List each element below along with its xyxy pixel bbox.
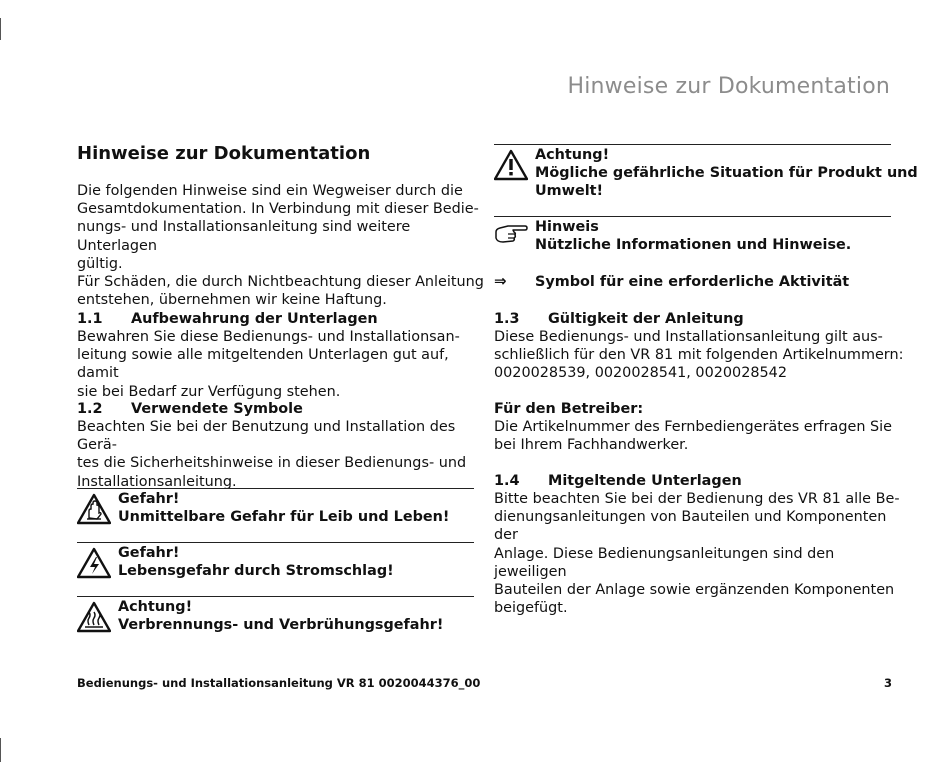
warning-text <box>118 544 394 580</box>
section-number: 1.3 <box>494 311 520 327</box>
warning-message: Unmittelbare Gefahr für Leib und Leben! <box>118 509 450 526</box>
warning-label: Achtung! <box>118 599 193 615</box>
section-1-2-heading <box>77 400 303 418</box>
caution-message-line-1: Mögliche gefährliche Situation für Produkt und <box>535 165 918 182</box>
section-title: Gültigkeit der Anleitung <box>548 311 744 327</box>
page-number: 3 <box>884 676 893 690</box>
exclamation-icon <box>494 149 528 181</box>
caution-message-line-2: Umwelt! <box>535 183 604 200</box>
danger-hand-icon <box>77 493 111 525</box>
section-1-2-body: Beachten Sie bei der Benutzung und Installation des Gerä- tes die Sicherheitshinweise in dieser Bedienungs- und Installationsanleitung. <box>77 419 467 490</box>
footer-document-id: Bedienungs- und Installationsanleitung VR 81 0020044376_00 <box>77 676 481 690</box>
section-1-4-body: Bitte beachten Sie bei der Bedienung des VR 81 alle Be- dienungsanleitungen von Bauteilen und Komponenten der Anlage. Diese Bedienungsanleitungen sind den jeweiligen Bauteilen der Anlage sowie ergänzenden Komponenten beigefügt. <box>494 491 900 617</box>
section-number: 1.4 <box>494 473 520 489</box>
section-1-3-body: Diese Bedienungs- und Installationsanleitung gilt aus- schließlich für den VR 81 mit folgenden Artikelnummern: 0020028539, 0020028541, 0020028542 <box>494 329 904 382</box>
section-number: 1.1 <box>77 311 103 327</box>
crop-mark-bottom <box>0 738 1 762</box>
warning-label: Gefahr! <box>118 491 180 507</box>
operator-body: Die Artikelnummer des Fernbediengerätes erfragen Sie bei Ihrem Fachhandwerker. <box>494 419 893 454</box>
section-1-1-heading <box>77 310 378 328</box>
hot-surface-icon <box>77 601 111 633</box>
note-message: Nützliche Informationen und Hinweise. <box>535 237 852 254</box>
section-number: 1.2 <box>77 401 103 417</box>
warning-text <box>118 598 443 634</box>
crop-mark-top <box>0 18 1 40</box>
section-1-1-body: Bewahren Sie diese Bedienungs- und Installationsan- leitung sowie alle mitgeltenden Unterlagen gut auf, damit sie bei Bedarf zur Verfügung stehen. <box>77 329 460 400</box>
section-1-3-heading <box>494 310 744 328</box>
note-box <box>494 216 891 265</box>
warning-electric-box <box>77 542 474 591</box>
note-label: Hinweis <box>535 219 599 235</box>
caution-box <box>494 144 918 211</box>
electric-shock-icon <box>77 547 111 579</box>
section-1-4-heading <box>494 472 742 490</box>
warning-hot-box <box>77 596 474 645</box>
warning-text <box>118 490 449 526</box>
intro-paragraph: Die folgenden Hinweise sind ein Wegweiser durch die Gesamtdokumentation. In Verbindung mit dieser Bedie- nungs- und Installationsanleitung sind weitere Unterlagen gültig. Für Schäden, die durch Nichtbeachtung dieser Anleitung entstehen, übernehmen wir keine Haftung. <box>77 183 484 309</box>
warning-label: Gefahr! <box>118 545 180 561</box>
section-title: Mitgeltende Unterlagen <box>548 473 742 489</box>
running-title: Hinweise zur Dokumentation <box>567 74 890 99</box>
caution-label: Achtung! <box>535 147 610 163</box>
operator-heading: Für den Betreiber: <box>494 401 644 417</box>
pointing-hand-icon <box>494 219 528 251</box>
caution-text <box>535 146 918 201</box>
note-text <box>535 218 851 254</box>
section-title: Verwendete Symbole <box>131 401 303 417</box>
warning-danger-box <box>77 488 474 537</box>
warning-message: Verbrennungs- und Verbrühungsgefahr! <box>118 617 444 634</box>
warning-message: Lebensgefahr durch Stromschlag! <box>118 563 394 580</box>
arrow-icon: ⇒ <box>494 272 507 290</box>
section-title: Aufbewahrung der Unterlagen <box>131 311 378 327</box>
page-title: Hinweise zur Dokumentation <box>77 143 371 164</box>
action-symbol-text: Symbol für eine erforderliche Aktivität <box>535 274 850 290</box>
